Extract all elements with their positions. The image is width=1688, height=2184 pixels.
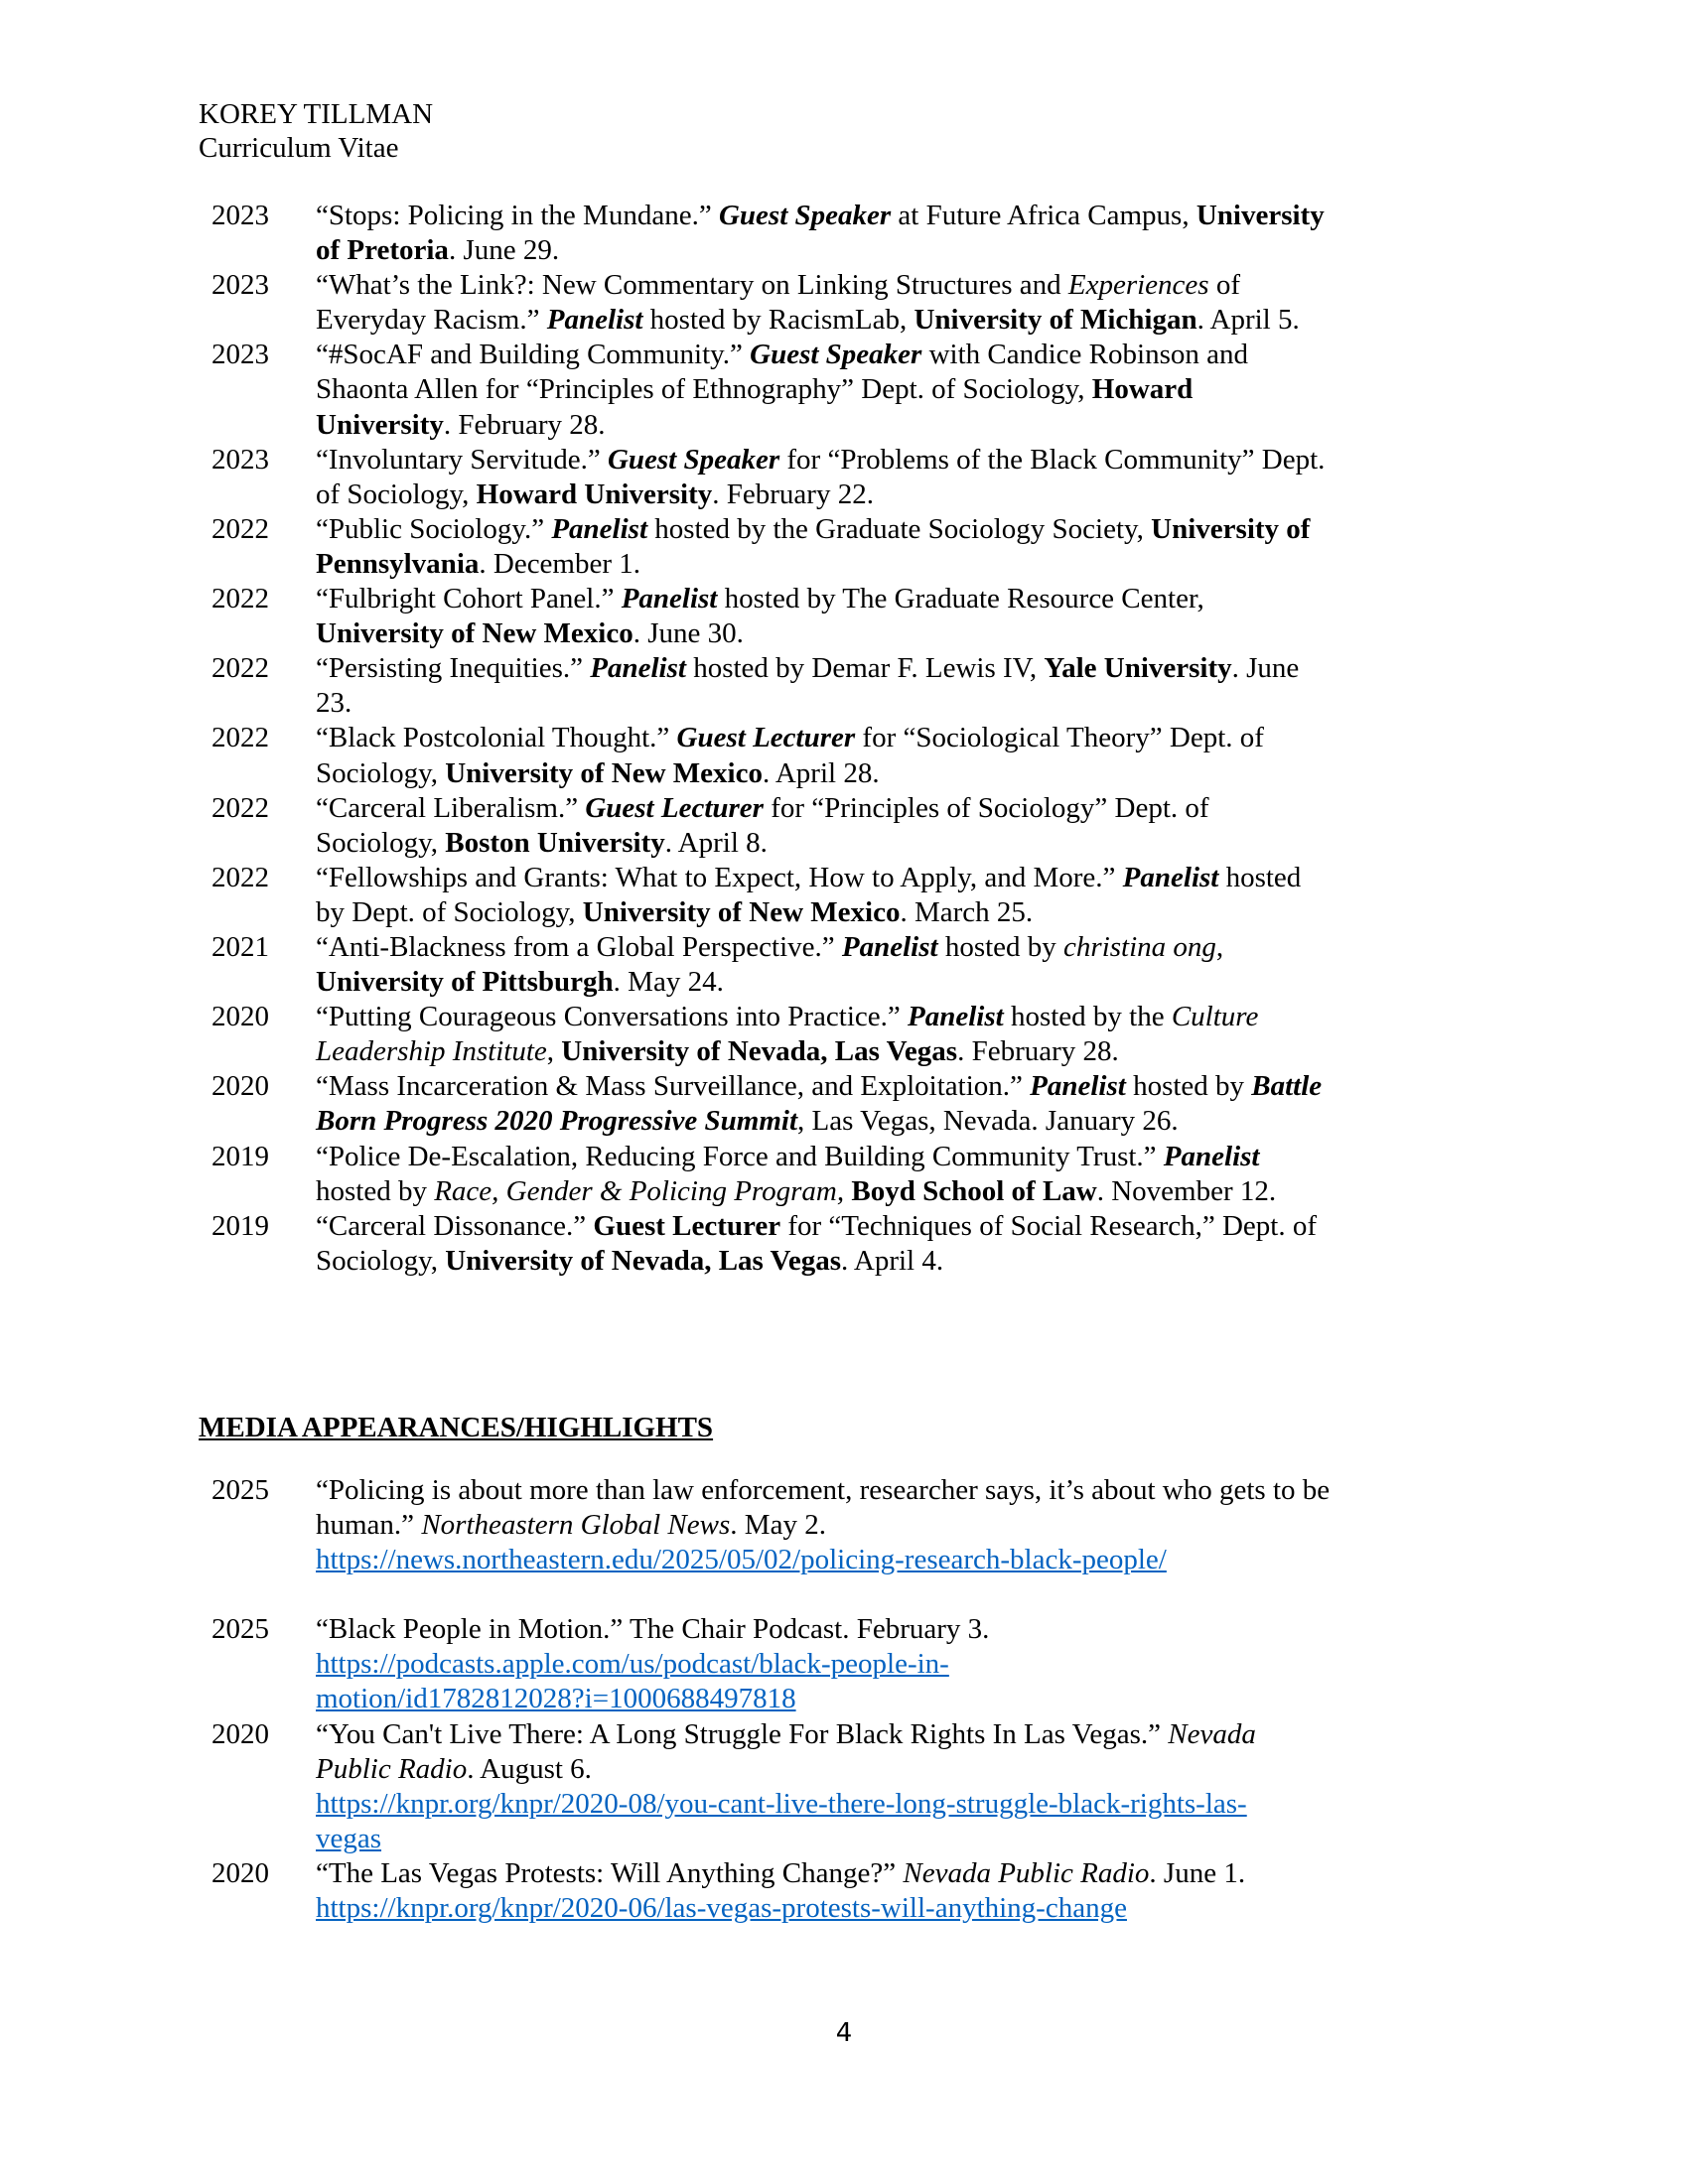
media-link[interactable]: https://news.northeastern.edu/2025/05/02/policing-research-black-people/ xyxy=(316,1544,1167,1576)
list-item xyxy=(211,1069,1334,1139)
entry-text: “Fulbright Cohort Panel.” Panelist hosted by The Graduate Resource Center, University of New Mexico. June 30. xyxy=(316,583,1204,650)
entry-role: Guest Lecturer xyxy=(593,1209,781,1242)
media-item xyxy=(211,1473,1334,1577)
entry-role: Panelist xyxy=(1163,1140,1260,1172)
entry-role: Panelist xyxy=(841,930,938,963)
entry-institution: University of Pennsylvania xyxy=(316,512,1311,580)
entry-role: Panelist xyxy=(546,304,643,337)
media-list xyxy=(211,1473,1334,1926)
list-item xyxy=(211,861,1334,930)
entry-role: Guest Lecturer xyxy=(585,791,764,824)
entry-text: “#SocAF and Building Community.” Guest Speaker with Candice Robinson and Shaonta Allen for “Principles of Ethnography” Dept. of Sociology, Howard University. February 28. xyxy=(316,339,1248,441)
media-item xyxy=(211,1856,1334,1926)
entry-role: Guest Speaker xyxy=(750,339,922,371)
entry-year: 2020 xyxy=(211,1717,269,1750)
list-item xyxy=(211,1140,1334,1209)
entry-institution: University of New Mexico xyxy=(316,617,633,650)
entry-institution: Howard University xyxy=(476,478,713,510)
entry-role: Panelist xyxy=(590,652,686,685)
entry-year: 2019 xyxy=(211,1209,269,1242)
list-item xyxy=(211,443,1334,512)
list-item xyxy=(211,930,1334,1000)
list-item xyxy=(211,268,1334,338)
list-item xyxy=(211,512,1334,582)
media-link-continued[interactable]: vegas xyxy=(316,1822,382,1854)
entry-role: Panelist xyxy=(621,583,718,615)
entry-role: Panelist xyxy=(551,512,648,545)
entry-institution: Yale University xyxy=(1044,652,1232,685)
entry-year: 2023 xyxy=(211,269,269,302)
entry-role: Panelist xyxy=(908,1001,1004,1033)
entry-institution: University of New Mexico xyxy=(445,756,763,789)
list-item xyxy=(211,1000,1334,1069)
media-link[interactable]: https://knpr.org/knpr/2020-08/you-cant-live-there-long-struggle-black-rights-las- xyxy=(316,1787,1247,1820)
entry-text: “Public Sociology.” Panelist hosted by the Graduate Sociology Society, University of Pennsylvania. December 1. xyxy=(316,512,1311,580)
entry-year: 2022 xyxy=(211,652,269,685)
entry-institution: University of Nevada, Las Vegas xyxy=(561,1035,958,1068)
media-item xyxy=(211,1612,1334,1716)
media-item xyxy=(211,1717,1334,1856)
entry-year: 2023 xyxy=(211,443,269,476)
list-item xyxy=(211,651,1334,721)
media-section-title: MEDIA APPEARANCES/HIGHLIGHTS xyxy=(199,1412,714,1443)
entry-role: Guest Speaker xyxy=(607,443,780,476)
entry-year: 2021 xyxy=(211,930,269,963)
list-item xyxy=(211,199,1334,268)
entry-text: “Black Postcolonial Thought.” Guest Lecturer for “Sociological Theory” Dept. of Sociology, University of New Mexico. April 28. xyxy=(316,722,1264,789)
entry-institution: Howard University xyxy=(316,373,1194,441)
document-subtitle: Curriculum Vitae xyxy=(199,132,399,164)
entry-year: 2022 xyxy=(211,861,269,893)
entry-institution: University of Nevada, Las Vegas xyxy=(445,1244,841,1277)
media-link[interactable]: https://knpr.org/knpr/2020-06/las-vegas-protests-will-anything-change xyxy=(316,1892,1127,1925)
entry-year: 2022 xyxy=(211,791,269,824)
entry-year: 2022 xyxy=(211,722,269,754)
entry-year: 2022 xyxy=(211,512,269,545)
entry-institution: University of Michigan xyxy=(914,304,1197,337)
list-item xyxy=(211,721,1334,790)
list-item xyxy=(211,791,1334,861)
entry-text: “The Las Vegas Protests: Will Anything Change?” Nevada Public Radio. June 1. https://knpr.org/knpr/2020-06/las-vegas-protests-will-anything-change xyxy=(316,1856,1246,1925)
entry-text: “You Can't Live There: A Long Struggle For Black Rights In Las Vegas.” Nevada Public Radio. August 6. https://knpr.org/knpr/2020-08/you-cant-live-there-long-struggle-black-rights-las- vegas xyxy=(316,1717,1256,1854)
entry-institution: Boyd School of Law xyxy=(851,1174,1097,1207)
media-link[interactable]: https://podcasts.apple.com/us/podcast/black-people-in- xyxy=(316,1648,949,1681)
entry-text: “Carceral Dissonance.” Guest Lecturer for “Techniques of Social Research,” Dept. of Sociology, University of Nevada, Las Vegas. April 4. xyxy=(316,1209,1318,1277)
page-number: 4 xyxy=(835,2018,853,2048)
entry-text: “Stops: Policing in the Mundane.” Guest Speaker at Future Africa Campus, University of Pretoria. June 29. xyxy=(316,200,1325,267)
entry-text: “Fellowships and Grants: What to Expect, How to Apply, and More.” Panelist hosted by Dept. of Sociology, University of New Mexico. March 25. xyxy=(316,861,1302,928)
entry-text: “Persisting Inequities.” Panelist hosted by Demar F. Lewis IV, Yale University. June 23. xyxy=(316,652,1300,720)
media-link-continued[interactable]: motion/id1782812028?i=1000688497818 xyxy=(316,1683,796,1715)
page-header xyxy=(199,97,433,165)
entry-year: 2020 xyxy=(211,1070,269,1103)
entry-text: “Putting Courageous Conversations into Practice.” Panelist hosted by the Culture Leadership Institute, University of Nevada, Las Vegas. February 28. xyxy=(316,1001,1259,1068)
entry-institution: University of Pittsburgh xyxy=(316,966,614,999)
entry-text: “Policing is about more than law enforcement, researcher says, it’s about who gets to be human.” Northeastern Global News. May 2. https://news.northeastern.edu/2025/05/02/policing-research-black-people/ xyxy=(316,1474,1331,1576)
media-outlet: Northeastern Global News xyxy=(421,1509,731,1542)
entry-text: “Black People in Motion.” The Chair Podcast. February 3. https://podcasts.apple.com/us/podcast/black-people-in- motion/id1782812028?i=1000688497818 xyxy=(316,1613,990,1715)
entry-institution: Boston University xyxy=(445,826,665,859)
media-outlet: Nevada Public Radio xyxy=(903,1856,1150,1889)
entry-text: “Involuntary Servitude.” Guest Speaker for “Problems of the Black Community” Dept. of Sociology, Howard University. February 22. xyxy=(316,443,1326,510)
entry-year: 2022 xyxy=(211,583,269,615)
entry-institution: University of Pretoria xyxy=(316,200,1325,267)
entry-text: “What’s the Link?: New Commentary on Linking Structures and Experiences of Everyday Racism.” Panelist hosted by RacismLab, University of Michigan. April 5. xyxy=(316,269,1300,337)
entry-institution: University of New Mexico xyxy=(582,895,901,928)
entry-event: Battle Born Progress 2020 Progressive Summit xyxy=(316,1070,1323,1138)
entry-text: “Carceral Liberalism.” Guest Lecturer for “Principles of Sociology” Dept. of Sociology, Boston University. April 8. xyxy=(316,791,1209,859)
entry-year: 2020 xyxy=(211,1001,269,1033)
entry-role: Panelist xyxy=(1122,861,1219,893)
entry-role: Panelist xyxy=(1030,1070,1126,1103)
entry-role: Guest Lecturer xyxy=(676,722,856,754)
entry-year: 2019 xyxy=(211,1140,269,1172)
list-item xyxy=(211,582,1334,651)
entry-role: Guest Speaker xyxy=(718,200,892,231)
entry-text: “Police De-Escalation, Reducing Force and Building Community Trust.” Panelist hosted by Race, Gender & Policing Program, Boyd School of Law. November 12. xyxy=(316,1140,1277,1207)
entry-text: “Mass Incarceration & Mass Surveillance, and Exploitation.” Panelist hosted by Battle Born Progress 2020 Progressive Summit, Las Vegas, Nevada. January 26. xyxy=(316,1070,1323,1138)
entry-text: “Anti-Blackness from a Global Perspective.” Panelist hosted by christina ong, University of Pittsburgh. May 24. xyxy=(316,930,1224,999)
entry-year: 2020 xyxy=(211,1856,269,1889)
list-item xyxy=(211,338,1334,442)
entry-year: 2023 xyxy=(211,339,269,371)
list-item xyxy=(211,1209,1334,1279)
entry-year: 2025 xyxy=(211,1474,269,1506)
author-name: KOREY TILLMAN xyxy=(199,98,434,130)
entry-year: 2025 xyxy=(211,1613,269,1646)
media-outlet: Nevada Public Radio xyxy=(316,1717,1256,1785)
entry-year: 2023 xyxy=(211,200,269,231)
talks-list xyxy=(211,199,1334,1279)
